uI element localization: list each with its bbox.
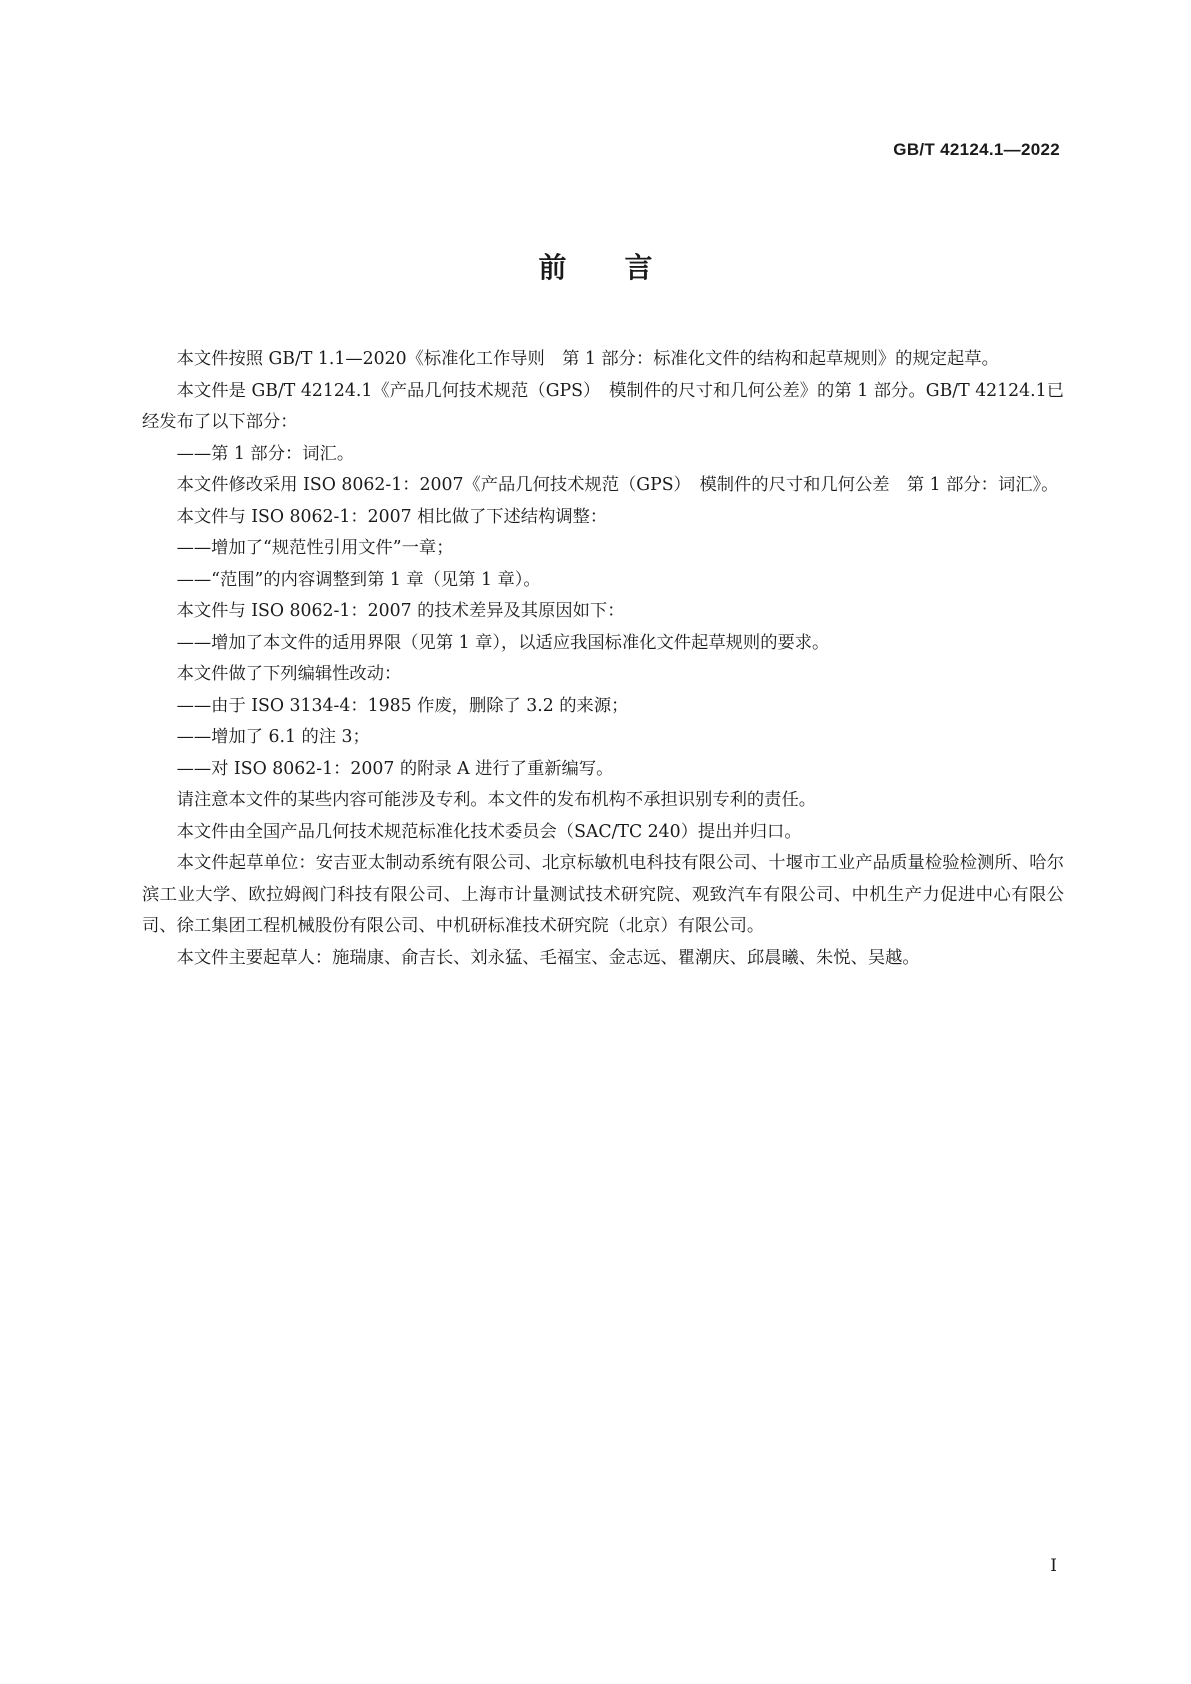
paragraph: 本文件修改采用 ISO 8062-1：2007《产品几何技术规范（GPS） 模制件的尺寸和几何公差 第 1 部分：词汇》。 <box>176 475 1059 495</box>
page-title: 前言 <box>538 251 711 284</box>
paragraph: 本文件主要起草人：施瑞康、俞吉长、刘永猛、毛福宝、金志远、瞿潮庆、邱晨曦、朱悦、吴越。 <box>176 947 920 968</box>
list-item: ——对 ISO 8062-1：2007 的附录 A 进行了重新编写。 <box>176 758 614 779</box>
paragraph: 本文件是 GB/T 42124.1《产品几何技术规范（GPS） 模制件的尺寸和几何公差》的第 1 部分。GB/T 42124.1已经发布了以下部分： <box>142 380 1064 432</box>
paragraph: 本文件由全国产品几何技术规范标准化技术委员会（SAC/TC 240）提出并归口。 <box>176 821 802 842</box>
paragraph: 请注意本文件的某些内容可能涉及专利。本文件的发布机构不承担识别专利的责任。 <box>176 790 817 810</box>
list-item: ——由于 ISO 3134-4：1985 作废，删除了 3.2 的来源； <box>176 695 629 716</box>
document-code: GB/T 42124.1—2022 <box>893 140 1060 159</box>
list-item: ——“范围”的内容调整到第 1 章（见第 1 章）。 <box>176 569 541 590</box>
paragraph: 本文件与 ISO 8062-1：2007 的技术差异及其原因如下： <box>176 601 625 621</box>
paragraph: 本文件做了下列编辑性改动： <box>176 664 402 684</box>
paragraph: 本文件与 ISO 8062-1：2007 相比做了下述结构调整： <box>176 506 608 527</box>
paragraph: 本文件按照 GB/T 1.1—2020《标准化工作导则 第 1 部分：标准化文件的结构和起草规则》的规定起草。 <box>176 349 999 369</box>
paragraph: 本文件起草单位：安吉亚太制动系统有限公司、北京标敏机电科技有限公司、十堰市工业产品质量检验检测所、哈尔滨工业大学、欧拉姆阀门科技有限公司、上海市计量测试技术研究院、观致汽车有限公司、中机生产力促进中心有限公司、徐工集团工程机械股份有限公司、中机研标准技术研究院（北京）有限公司。 <box>142 853 1064 936</box>
list-item: ——增加了“规范性引用文件”一章； <box>176 538 454 558</box>
list-item: ——增加了本文件的适用界限（见第 1 章），以适应我国标准化文件起草规则的要求。 <box>176 632 830 653</box>
list-item: ——第 1 部分：词汇。 <box>176 443 355 464</box>
body-text <box>142 344 1064 974</box>
page-number: I <box>1050 1556 1057 1576</box>
list-item: ——增加了 6.1 的注 3； <box>176 727 370 747</box>
